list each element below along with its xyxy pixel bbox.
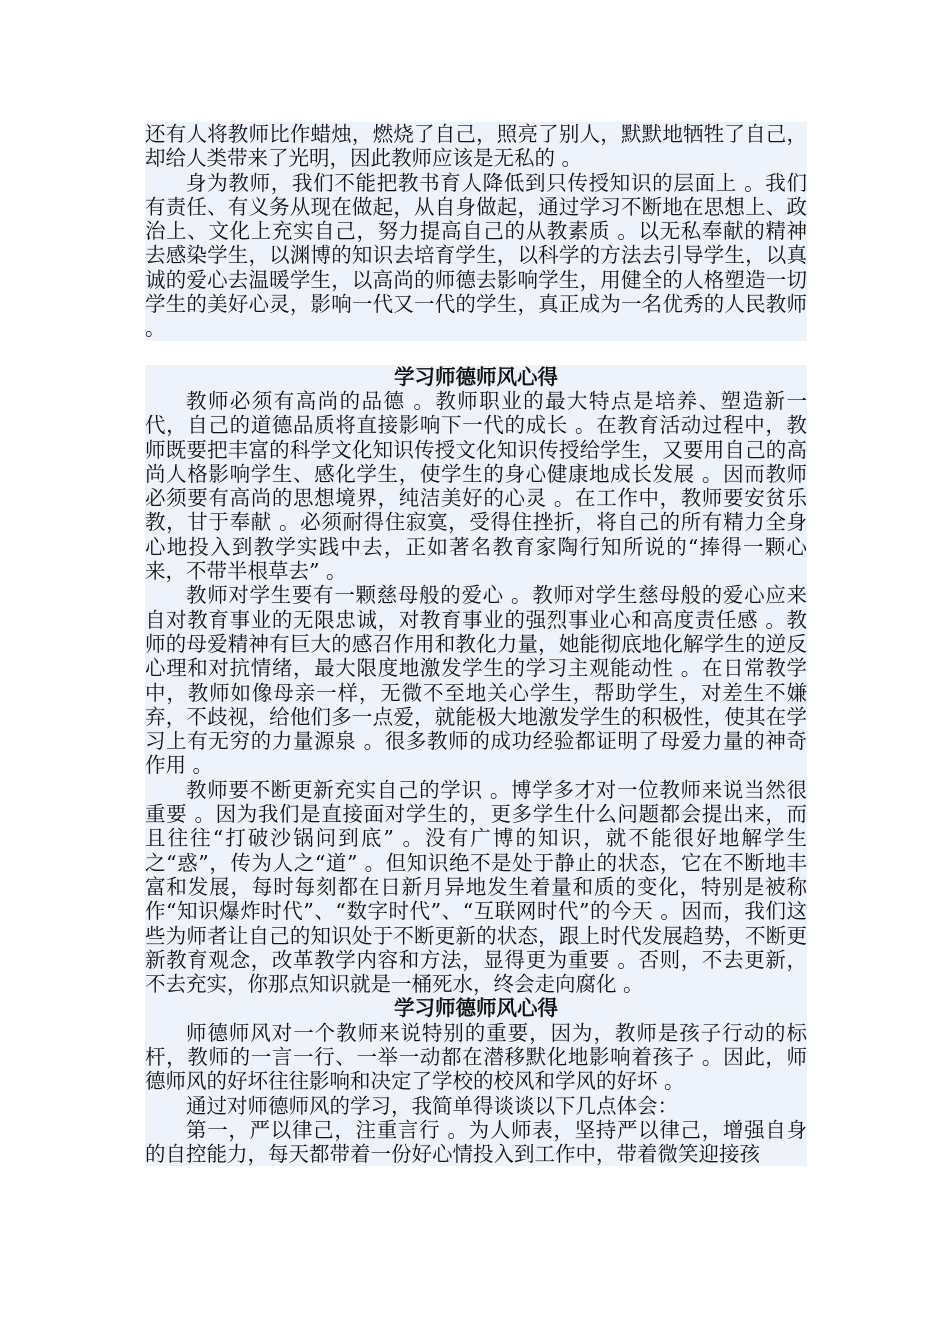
paragraph: 教师必须有高尚的品德 。教师职业的最大特点是培养、塑造新一代，自己的道德品质将直接影响下一代的成长 。在教育活动过程中，教师既要把丰富的科学文化知识传授文化知识传授给学生，又要用自己的高尚人格影响学生、感化学生，使学生的身心健康地成长发展 。因而教师必须要有高尚的思想境界，纯洁美好的心灵 。在工作中，教师要安贫乐教，甘于奉献 。必须耐得住寂寞，受得住挫折，将自己的所有精力全身心地投入到教学实践中去，正如著名教育家陶行知所说的“捧得一颗心来，不带半根草去” 。 <box>145 388 807 584</box>
paragraph: 教师对学生要有一颗慈母般的爱心 。教师对学生慈母般的爱心应来自对教育事业的无限忠诚，对教育事业的强烈事业心和高度责任感 。教师的母爱精神有巨大的感召作用和教化力量，她能彻底地化解学生的逆反心理和对抗情绪，最大限度地激发学生的学习主观能动性 。在日常教学中，教师如像母亲一样，无微不至地关心学生，帮助学生，对差生不嫌弃，不歧视，给他们多一点爱，就能极大地激发学生的积极性，使其在学习上有无穷的力量源泉 。很多教师的成功经验都证明了母爱力量的神奇作用 。 <box>145 583 807 778</box>
paragraph: 教师要不断更新充实自己的学识 。博学多才对一位教师来说当然很重要 。因为我们是直接面对学生的，更多学生什么问题都会提出来，而且往往“打破沙锅问到底” 。没有广博的知识，就不能很好地解学生之“惑”，传为人之“道” 。但知识绝不是处于静止的状态，它在不断地丰富和发展，每时每刻都在日新月异地发生着量和质的变化，特别是被称作“知识爆炸时代”、“数字时代”、“互联网时代”的今天 。因而，我们这些为师者让自己的知识处于不断更新的状态，跟上时代发展趋势，不断更新教育观念，改革教学内容和方法，显得更为重要 。否则，不去更新，不去充实，你那点知识就是一桶死水，终会走向腐化 。 <box>145 777 807 997</box>
paragraph: 师德师风对一个教师来说特别的重要，因为，教师是孩子行动的标杆，教师的一言一行、一举一动都在潜移默化地影响着孩子 。因此，师德师风的好坏往往影响和决定了学校的校风和学风的好坏 。 <box>145 1020 807 1094</box>
paragraph: 通过对师德师风的学习，我简单得谈谈以下几点体会： <box>145 1094 807 1118</box>
document-body <box>145 122 807 1166</box>
section-title: 学习师德师风心得 <box>145 365 807 389</box>
paragraph: 还有人将教师比作蜡烛，燃烧了自己，照亮了别人，默默地牺牲了自己，却给人类带来了光明，因此教师应该是无私的 。 <box>145 122 807 171</box>
paragraph: 身为教师，我们不能把教书育人降低到只传授知识的层面上 。我们有责任、有义务从现在做起，从自身做起，通过学习不断地在思想上、政治上、文化上充实自己，努力提高自己的从教素质 。以无私奉献的精神去感染学生，以渊博的知识去培育学生，以科学的方法去引导学生，以真诚的爱心去温暖学生，以高尚的师德去影响学生，用健全的人格塑造一切学生的美好心灵，影响一代又一代的学生，真正成为一名优秀的人民教师 。 <box>145 170 807 341</box>
section-title: 学习师德师风心得 <box>145 996 807 1020</box>
paragraph: 第一，严以律己，注重言行 。为人师表，坚持严以律己，增强自身的自控能力，每天都带着一份好心情投入到工作中，带着微笑迎接孩 <box>145 1117 807 1167</box>
section-spacer <box>145 341 807 365</box>
